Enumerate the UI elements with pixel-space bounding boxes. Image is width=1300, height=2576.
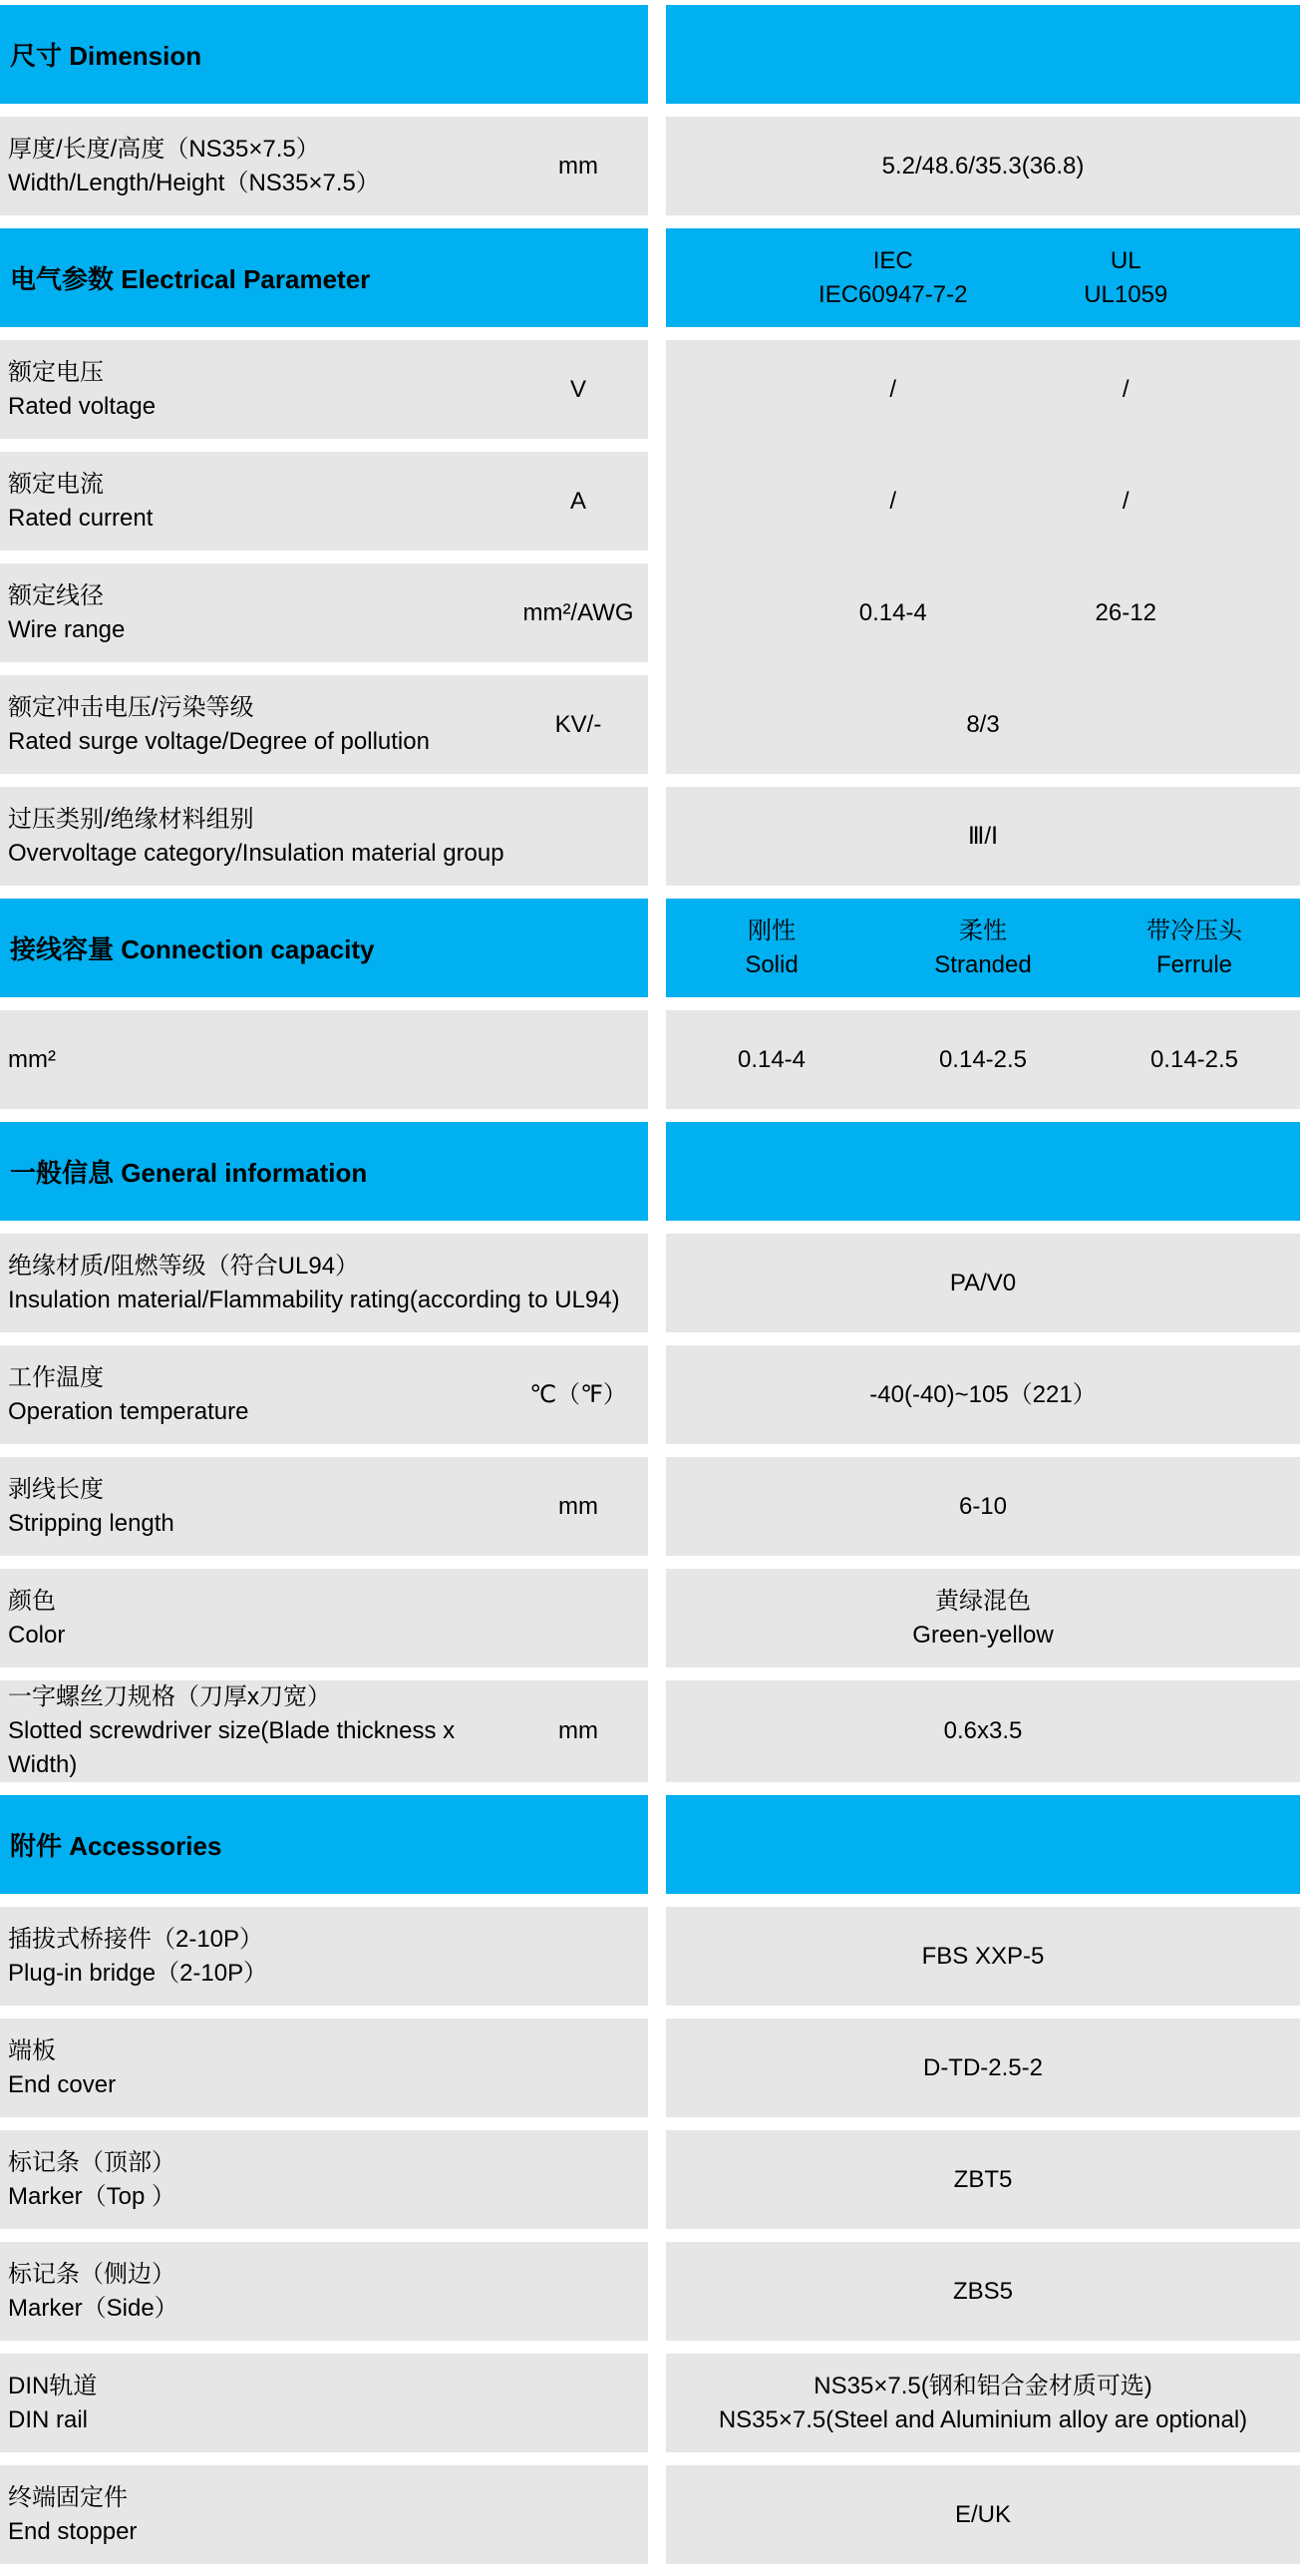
row-color-label-cell: [0, 1569, 648, 1667]
row-stripping-length-value-cell: [666, 1457, 1300, 1556]
row-label-zh: 额定线径: [8, 581, 104, 609]
unit-label: mm: [558, 1492, 598, 1520]
row-screwdriver: [0, 1680, 1300, 1782]
row-marker-side: [0, 2242, 1300, 2341]
section-header-electrical-columns: [666, 228, 1300, 327]
electrical-values-merged-cell: [666, 340, 1300, 774]
row-value-en: NS35×7.5(Steel and Aluminium alloy are optional): [718, 2405, 1248, 2433]
row-value: E/UK: [954, 2500, 1011, 2528]
row-rated-voltage-label-cell: [0, 340, 648, 439]
row-value: 6-10: [958, 1492, 1008, 1520]
row-end-cover-label-cell: [0, 2019, 648, 2117]
column-header-solid-zh: 刚性: [748, 917, 796, 944]
row-value: D-TD-2.5-2: [922, 2053, 1043, 2081]
row-label: [8, 2146, 648, 2214]
row-value-zh: 黄绿混色: [934, 1587, 1031, 1615]
row-label-unit: mm²: [8, 1045, 56, 1073]
column-header-stranded-en: Stranded: [934, 950, 1032, 978]
row-screwdriver-value-cell: [666, 1680, 1300, 1782]
row-din-rail: [0, 2354, 1300, 2452]
section-header-dimension-title-cell: [0, 5, 648, 104]
value-iec: /: [889, 487, 897, 515]
row-label-zh: 颜色: [8, 1587, 56, 1615]
row-label: [8, 356, 522, 424]
row-label: [8, 133, 522, 200]
row-label-en: Marker（Top ）: [8, 2182, 176, 2210]
value-ul: 26-12: [1095, 598, 1156, 626]
value-ferrule: 0.14-2.5: [1149, 1045, 1239, 1073]
unit-label: V: [569, 375, 586, 403]
row-capacity: [0, 1010, 1300, 1109]
value-stranded: 0.14-2.5: [938, 1045, 1028, 1073]
row-label: [8, 1043, 648, 1077]
row-marker-side-value-cell: [666, 2242, 1300, 2341]
section-header-accessories-title-cell: [0, 1795, 648, 1894]
row-color: [0, 1569, 1300, 1667]
section-header-general-title-cell: [0, 1122, 648, 1221]
unit-label: mm: [558, 1717, 598, 1744]
unit-label: A: [569, 487, 586, 515]
row-temperature-value-cell: [666, 1345, 1300, 1444]
row-label-en: Slotted screwdriver size(Blade thickness x Width): [8, 1717, 456, 1778]
row-end-stopper-value-cell: [666, 2465, 1300, 2564]
row-color-value-cell: [666, 1569, 1300, 1667]
unit-label: ℃（℉）: [529, 1380, 627, 1408]
row-label: [8, 579, 522, 647]
section-header-general-spacer: [666, 1122, 1300, 1221]
column-header-ul-line2: UL1059: [1084, 280, 1168, 308]
row-label-zh: 额定电流: [8, 470, 104, 498]
column-header-stranded-zh: 柔性: [959, 917, 1007, 944]
row-plug-in-bridge-label-cell: [0, 1907, 648, 2006]
row-label-en: Stripping length: [8, 1509, 174, 1537]
row-end-stopper-label-cell: [0, 2465, 648, 2564]
row-label-zh: 一字螺丝刀规格（刀厚x刀宽）: [8, 1683, 331, 1710]
unit-label: mm: [558, 152, 598, 180]
row-insulation: [0, 1234, 1300, 1332]
section-header-connection-title-cell: [0, 899, 648, 997]
row-value: FBS XXP-5: [921, 1942, 1045, 1970]
section-header-dimension-spacer: [666, 5, 1300, 104]
column-header-stranded: [877, 915, 1089, 982]
column-header-iec-line2: IEC60947-7-2: [818, 280, 968, 308]
row-label-zh: 过压类别/绝缘材料组别: [8, 805, 254, 833]
row-value-zh: NS35×7.5(钢和铝合金材质可选): [813, 2372, 1152, 2399]
row-label-en: Wire range: [8, 615, 126, 643]
column-header-ul-line1: UL: [1110, 246, 1141, 274]
row-stripping-length-label-cell: [0, 1457, 648, 1556]
row-insulation-value-cell: [666, 1234, 1300, 1332]
value-iec: /: [889, 375, 897, 403]
row-overvoltage-value-cell: [666, 787, 1300, 886]
row-label: [8, 2370, 648, 2437]
row-label-en: Rated voltage: [8, 392, 157, 420]
row-label: [8, 1585, 648, 1653]
row-label-en: Marker（Side）: [8, 2294, 178, 2322]
row-screwdriver-label-cell: [0, 1680, 648, 1782]
row-capacity-values: [666, 1010, 1300, 1109]
row-value: 5.2/48.6/35.3(36.8): [881, 152, 1085, 180]
section-title-dimension: 尺寸 Dimension: [10, 41, 202, 71]
row-temperature: [0, 1345, 1300, 1444]
row-label-en: Operation temperature: [8, 1397, 249, 1425]
column-header-iec: [777, 244, 1010, 312]
row-value-en: Green-yellow: [912, 1621, 1054, 1649]
column-header-ferrule: [1089, 915, 1300, 982]
row-value: ZBT5: [953, 2165, 1013, 2193]
row-marker-top-label-cell: [0, 2130, 648, 2229]
section-header-general: [0, 1122, 1300, 1221]
row-end-cover-value-cell: [666, 2019, 1300, 2117]
row-rated-voltage-values: [666, 340, 1300, 439]
row-label: [8, 1680, 522, 1782]
unit-label: KV/-: [554, 710, 602, 738]
row-din-rail-value-cell: [666, 2354, 1300, 2452]
row-label-zh: 插拔式桥接件（2-10P）: [8, 1925, 264, 1953]
column-header-ferrule-en: Ferrule: [1155, 950, 1233, 978]
row-label-en: End cover: [8, 2070, 117, 2098]
row-value: PA/V0: [949, 1269, 1017, 1296]
row-label-en: Width/Length/Height（NS35×7.5）: [8, 169, 380, 196]
row-label-en: Rated current: [8, 504, 154, 532]
row-label-zh: 额定电压: [8, 358, 104, 386]
row-marker-top-value-cell: [666, 2130, 1300, 2229]
row-label-en: Color: [8, 1621, 66, 1649]
row-label-en: Rated surge voltage/Degree of pollution: [8, 727, 430, 755]
row-label: [8, 691, 522, 759]
row-size-value-cell: [666, 117, 1300, 215]
section-title-general: 一般信息 General information: [10, 1158, 368, 1188]
section-header-connection-columns: [666, 899, 1300, 997]
row-insulation-label-cell: [0, 1234, 648, 1332]
column-header-ferrule-zh: 带冷压头: [1146, 917, 1242, 944]
unit-label: mm²/AWG: [522, 598, 634, 626]
row-label-zh: 厚度/长度/高度（NS35×7.5）: [8, 135, 320, 163]
row-overvoltage: [0, 787, 1300, 886]
row-label-en: Overvoltage category/Insulation material group: [8, 839, 504, 867]
section-title-electrical: 电气参数 Electrical Parameter: [10, 264, 371, 294]
row-label: [8, 2258, 648, 2326]
row-label-en: Plug-in bridge（2-10P）: [8, 1959, 268, 1987]
row-label-en: Insulation material/Flammability rating(according to UL94): [8, 1286, 620, 1313]
row-value: ZBS5: [952, 2277, 1014, 2305]
column-header-ul: [1010, 244, 1243, 312]
row-marker-top: [0, 2130, 1300, 2229]
row-label-en: End stopper: [8, 2517, 138, 2545]
electrical-labels-stack: [0, 340, 648, 774]
electrical-rows-group: [0, 340, 1300, 774]
section-header-electrical-title-cell: [0, 228, 648, 327]
row-label-zh: 绝缘材质/阻燃等级（符合UL94）: [8, 1252, 360, 1280]
row-value: Ⅲ/Ⅰ: [967, 822, 999, 850]
row-rated-current-label-cell: [0, 452, 648, 551]
row-label: [8, 1923, 648, 1991]
row-marker-side-label-cell: [0, 2242, 648, 2341]
row-label-zh: 标记条（侧边）: [8, 2260, 175, 2288]
column-header-solid: [666, 915, 877, 982]
row-end-cover: [0, 2019, 1300, 2117]
row-label: [8, 2034, 648, 2102]
row-wire-range-label-cell: [0, 563, 648, 662]
row-label: [8, 803, 648, 871]
row-value: 0.6x3.5: [943, 1717, 1023, 1744]
value-iec: 0.14-4: [858, 598, 927, 626]
row-label-zh: 标记条（顶部）: [8, 2148, 175, 2176]
row-label-zh: 剥线长度: [8, 1475, 104, 1503]
row-label: [8, 1361, 522, 1429]
row-label-zh: 额定冲击电压/污染等级: [8, 693, 254, 721]
row-label-en: DIN rail: [8, 2405, 89, 2433]
row-din-rail-label-cell: [0, 2354, 648, 2452]
row-plug-in-bridge: [0, 1907, 1300, 2006]
section-header-accessories: [0, 1795, 1300, 1894]
row-surge-value: [666, 675, 1300, 774]
value-solid: 0.14-4: [737, 1045, 807, 1073]
section-header-electrical: [0, 228, 1300, 327]
row-rated-current-values: [666, 452, 1300, 551]
row-label-zh: 终端固定件: [8, 2483, 128, 2511]
section-header-dimension: [0, 5, 1300, 104]
row-value: -40(-40)~105（221）: [869, 1380, 1097, 1408]
row-label: [8, 1250, 648, 1317]
row-stripping-length: [0, 1457, 1300, 1556]
row-label: [8, 2481, 648, 2549]
row-wire-range-values: [666, 563, 1300, 662]
row-plug-in-bridge-value-cell: [666, 1907, 1300, 2006]
row-size: [0, 117, 1300, 215]
row-label: [8, 468, 522, 536]
row-end-stopper: [0, 2465, 1300, 2564]
row-label-zh: DIN轨道: [8, 2372, 98, 2399]
row-value: 8/3: [966, 710, 1000, 738]
section-header-accessories-spacer: [666, 1795, 1300, 1894]
row-label-zh: 端板: [8, 2036, 56, 2064]
value-ul: /: [1122, 487, 1130, 515]
section-header-connection: [0, 899, 1300, 997]
row-overvoltage-label-cell: [0, 787, 648, 886]
row-capacity-label-cell: [0, 1010, 648, 1109]
row-size-label-cell: [0, 117, 648, 215]
column-header-iec-line1: IEC: [872, 246, 913, 274]
value-ul: /: [1122, 375, 1130, 403]
column-header-solid-en: Solid: [745, 950, 799, 978]
row-temperature-label-cell: [0, 1345, 648, 1444]
section-title-accessories: 附件 Accessories: [10, 1831, 222, 1861]
row-label: [8, 1473, 522, 1541]
section-title-connection: 接线容量 Connection capacity: [10, 934, 375, 964]
row-label-zh: 工作温度: [8, 1363, 104, 1391]
row-surge-label-cell: [0, 675, 648, 774]
